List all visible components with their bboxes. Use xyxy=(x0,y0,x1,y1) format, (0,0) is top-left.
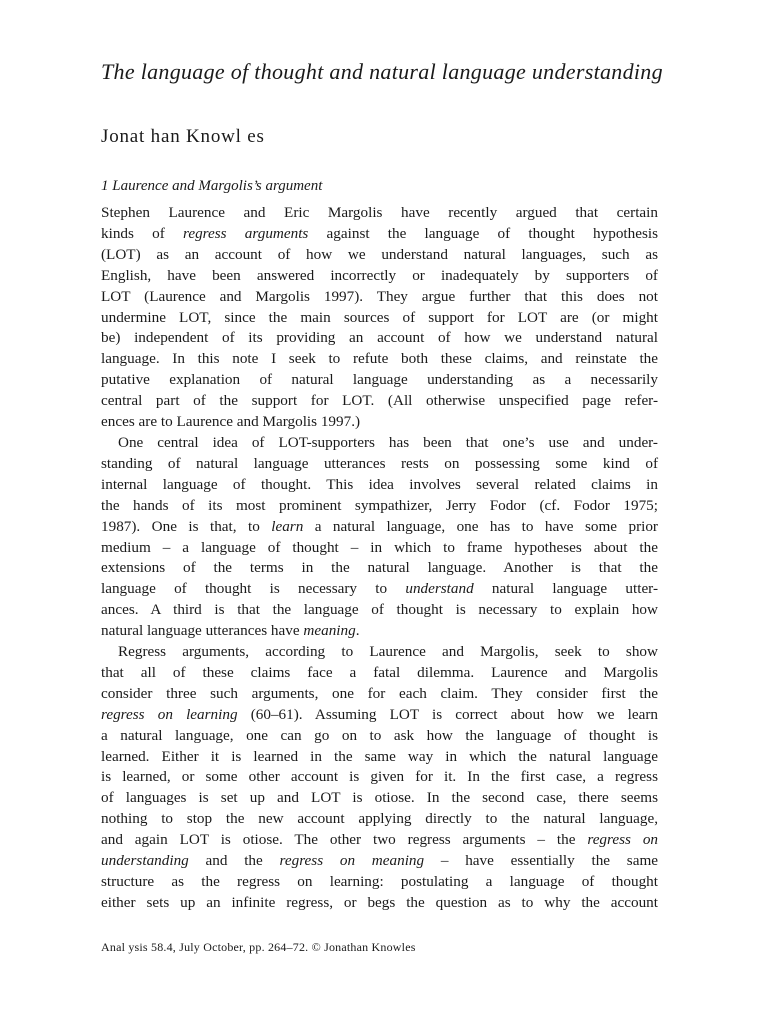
body-text xyxy=(101,203,658,914)
text-line xyxy=(101,203,658,224)
section-heading: 1 Laurence and Margolis’s argument xyxy=(101,178,323,194)
italic-term: understanding xyxy=(101,852,189,870)
text-run: English, have been answered incorrectly or inadequately by supporters of xyxy=(101,266,658,284)
text-line xyxy=(101,621,658,642)
text-run: that all of these claims face a fatal dilemma. Laurence and Margolis xyxy=(101,663,658,681)
text-run: ences are to Laurence and Margolis 1997.) xyxy=(101,413,361,431)
italic-term: regress arguments xyxy=(182,224,309,242)
italic-term: understand xyxy=(405,580,474,598)
text-run: One central idea of LOT-supporters has been that one’s use and under- xyxy=(118,433,658,451)
text-run: of languages is set up and LOT is otiose. In the second case, there seems xyxy=(101,789,658,807)
text-run: ances. A third is that the language of thought is necessary to explain how xyxy=(101,601,658,619)
text-run: language of thought is necessary to xyxy=(101,580,406,598)
text-run: internal language of thought. This idea involves several related claims in xyxy=(101,475,658,493)
text-line xyxy=(101,558,658,579)
text-run: . xyxy=(355,622,360,640)
text-run: learned. Either it is learned in the same way in which the natural language xyxy=(101,747,658,765)
text-run: a natural language, one has to have some prior xyxy=(303,517,658,535)
text-line xyxy=(101,684,658,705)
text-run: kinds of xyxy=(101,224,183,242)
italic-term: meaning xyxy=(303,622,356,640)
text-line xyxy=(101,663,658,684)
italic-term: regress on meaning xyxy=(279,852,425,870)
text-run: be) independent of its providing an account of how we understand natural xyxy=(101,329,658,347)
text-run: standing of natural language utterances rests on possessing some kind of xyxy=(101,454,658,472)
text-run: language. In this note I seek to refute both these claims, and reinstate the xyxy=(101,350,658,368)
text-line xyxy=(101,642,658,663)
italic-term: learn xyxy=(271,517,304,535)
text-run: natural language utterances have xyxy=(101,622,304,640)
text-run: – have essentially the same xyxy=(424,852,658,870)
text-run: (60–61). Assuming LOT is correct about how we learn xyxy=(237,705,658,723)
text-run: 1987). One is that, to xyxy=(101,517,272,535)
text-line xyxy=(101,517,658,538)
text-line xyxy=(101,328,658,349)
text-line xyxy=(101,767,658,788)
text-line xyxy=(101,600,658,621)
text-run: LOT (Laurence and Margolis 1997). They argue further that this does not xyxy=(101,287,658,305)
text-run: (LOT) as an account of how we understand natural languages, such as xyxy=(101,245,658,263)
text-run: and the xyxy=(188,852,280,870)
text-line xyxy=(101,266,658,287)
footer-citation: Anal ysis 58.4, July October, pp. 264–72. © Jonathan Knowles xyxy=(101,940,416,954)
text-line xyxy=(101,308,658,329)
text-line xyxy=(101,433,658,454)
text-line xyxy=(101,893,658,914)
text-line xyxy=(101,224,658,245)
text-line xyxy=(101,287,658,308)
text-line xyxy=(101,496,658,517)
text-line xyxy=(101,830,658,851)
text-run: either sets up an infinite regress, or begs the question as to why the account xyxy=(101,893,658,911)
text-run: undermine LOT, since the main sources of support for LOT are (or might xyxy=(101,308,658,326)
author-name: Jonat han Knowl es xyxy=(101,126,265,147)
text-line xyxy=(101,851,658,872)
text-run: and again LOT is otiose. The other two regress arguments – the xyxy=(101,831,588,849)
text-line xyxy=(101,747,658,768)
text-run: structure as the regress on learning: postulating a language of thought xyxy=(101,873,658,890)
text-run: Regress arguments, according to Laurence and Margolis, seek to show xyxy=(118,643,658,661)
text-run: central part of the support for LOT. (All otherwise unspecified page refer- xyxy=(101,392,658,410)
text-run: a natural language, one can go on to ask how the language of thought is xyxy=(101,726,658,744)
text-run: is learned, or some other account is given for it. In the first case, a regress xyxy=(101,768,658,786)
article-title: The language of thought and natural language understanding xyxy=(101,59,663,84)
text-line xyxy=(101,370,658,391)
text-run: Stephen Laurence and Eric Margolis have recently argued that certain xyxy=(101,204,658,221)
text-line xyxy=(101,412,658,433)
text-line xyxy=(101,475,658,496)
text-line xyxy=(101,538,658,559)
text-run: the hands of its most prominent sympathizer, Jerry Fodor (cf. Fodor 1975; xyxy=(101,496,658,514)
text-run: putative explanation of natural language understanding as a necessarily xyxy=(101,371,658,389)
text-run: consider three such arguments, one for each claim. They consider first the xyxy=(101,684,658,702)
text-line xyxy=(101,454,658,475)
text-line xyxy=(101,391,658,412)
text-run: natural language utter- xyxy=(473,580,658,598)
text-line xyxy=(101,726,658,747)
text-line xyxy=(101,579,658,600)
text-run: nothing to stop the new account applying directly to the natural language, xyxy=(101,810,658,828)
text-line xyxy=(101,349,658,370)
text-line xyxy=(101,872,658,893)
italic-term: regress on xyxy=(587,831,659,849)
text-run: extensions of the terms in the natural language. Another is that the xyxy=(101,559,658,577)
italic-term: regress on learning xyxy=(101,705,238,723)
text-line xyxy=(101,788,658,809)
text-line xyxy=(101,245,658,266)
text-run: medium – a language of thought – in which to frame hypotheses about the xyxy=(101,538,658,556)
text-run: against the language of thought hypothesis xyxy=(308,224,659,242)
text-line xyxy=(101,809,658,830)
text-line xyxy=(101,705,658,726)
